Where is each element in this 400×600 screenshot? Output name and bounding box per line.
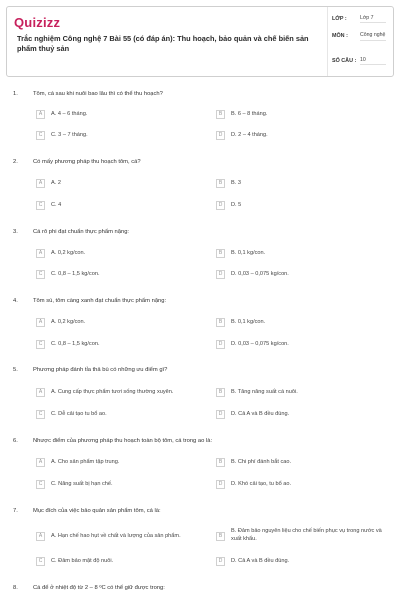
option-d[interactable] (216, 410, 386, 420)
option-letter-box: C (36, 340, 45, 349)
question-number: 3. (13, 229, 18, 235)
option-text: B. 6 – 8 tháng. (231, 111, 268, 117)
option-letter-box: C (36, 480, 45, 489)
option-text: B. Tăng năng suất cá nuôi. (231, 389, 298, 395)
option-letter-box: B (216, 388, 225, 397)
option-letter-box: B (216, 318, 225, 327)
question-text: Cá rô phi đạt chuẩn thực phẩm nặng: (33, 229, 130, 235)
meta-class-label: LỚP : (332, 16, 347, 22)
option-text: A. Cho sản phẩm tập trung. (51, 459, 120, 465)
option-text: B. 0,1 kg/con. (231, 319, 266, 325)
option-text: D. 5 (231, 202, 242, 208)
option-text: C. Năng suất bị hạn chế. (51, 481, 113, 487)
option-b[interactable] (216, 179, 386, 189)
option-text: A. 0,2 kg/con. (51, 319, 86, 325)
question-text: Cá để ở nhiệt độ từ 2 – 8 ºC có thể giữ được trong: (33, 585, 165, 591)
option-text: C. 0,8 – 1,5 kg/con. (51, 341, 100, 347)
option-letter-box: D (216, 557, 225, 566)
option-letter-box: B (216, 532, 225, 541)
option-text: B. Đảm bảo nguyên liệu cho chế biến phục vụ trong nước và xuất khẩu. (231, 528, 382, 542)
option-letter-box: C (36, 410, 45, 419)
question-text: Phương pháp đánh tỉa thả bù có những ưu điểm gì? (33, 367, 168, 373)
option-letter-box: D (216, 270, 225, 279)
meta-count-label: SỐ CÂU : (332, 58, 357, 64)
question-text: Tôm sú, tôm càng xanh đạt chuẩn thực phẩm nặng: (33, 298, 167, 304)
question-number: 7. (13, 508, 18, 514)
option-b[interactable] (216, 528, 391, 542)
option-text: B. 3 (231, 180, 241, 186)
meta-subject-label: MÔN : (332, 33, 348, 39)
option-c[interactable] (36, 131, 206, 141)
option-d[interactable] (216, 131, 386, 141)
option-letter-box: A (36, 532, 45, 541)
option-b[interactable] (216, 249, 386, 259)
option-d[interactable] (216, 340, 386, 350)
option-a[interactable] (36, 318, 206, 328)
quizizz-logo: Quizizz (14, 15, 61, 30)
meta-subject-value: Công nghệ (360, 32, 386, 41)
option-c[interactable] (36, 340, 206, 350)
option-letter-box: B (216, 179, 225, 188)
question-text: Nhược điểm của phương pháp thu hoạch toàn bộ tôm, cá trong ao là: (33, 438, 213, 444)
option-text: D. 0,03 – 0,075 kg/con. (231, 271, 289, 277)
question-number: 8. (13, 585, 18, 591)
option-b[interactable] (216, 110, 386, 120)
option-c[interactable] (36, 480, 206, 490)
option-text: B. 0,1 kg/con. (231, 250, 266, 256)
option-d[interactable] (216, 480, 386, 490)
option-text: A. Cung cấp thực phẩm tươi sống thường xuyên. (51, 389, 174, 395)
option-a[interactable] (36, 179, 206, 189)
option-letter-box: C (36, 557, 45, 566)
option-letter-box: A (36, 249, 45, 258)
meta-class-value: Lớp 7 (360, 15, 386, 23)
document-title: Trắc nghiệm Công nghệ 7 Bài 55 (có đáp án): Thu hoạch, bảo quản và chế biến sản phẩm thuỷ sản (17, 34, 309, 53)
option-c[interactable] (36, 557, 206, 567)
question-number: 2. (13, 159, 18, 165)
option-letter-box: D (216, 480, 225, 489)
option-letter-box: A (36, 318, 45, 327)
option-letter-box: D (216, 131, 225, 140)
option-letter-box: D (216, 201, 225, 210)
option-letter-box: D (216, 410, 225, 419)
option-text: A. 4 – 6 tháng. (51, 111, 88, 117)
option-text: C. 0,8 – 1,5 kg/con. (51, 271, 100, 277)
option-text: D. 2 – 4 tháng. (231, 132, 268, 138)
option-letter-box: B (216, 110, 225, 119)
option-text: A. 0,2 kg/con. (51, 250, 86, 256)
option-letter-box: B (216, 249, 225, 258)
option-a[interactable] (36, 532, 216, 542)
option-letter-box: C (36, 201, 45, 210)
option-text: D. Khó cải tạo, tu bổ ao. (231, 481, 292, 487)
question-text: Có mấy phương pháp thu hoạch tôm, cá? (33, 159, 141, 165)
option-b[interactable] (216, 458, 386, 468)
option-letter-box: B (216, 458, 225, 467)
option-d[interactable] (216, 201, 386, 211)
question-text: Tôm, cá sau khi nuôi bao lâu thì có thể thu hoạch? (33, 91, 163, 97)
option-a[interactable] (36, 249, 206, 259)
option-c[interactable] (36, 410, 206, 420)
option-d[interactable] (216, 270, 386, 280)
option-text: D. 0,03 – 0,075 kg/con. (231, 341, 289, 347)
option-text: D. Cả A và B đều đúng. (231, 558, 290, 564)
question-number: 5. (13, 367, 18, 373)
option-d[interactable] (216, 557, 386, 567)
option-letter-box: A (36, 179, 45, 188)
option-c[interactable] (36, 201, 206, 211)
option-letter-box: C (36, 270, 45, 279)
option-letter-box: A (36, 458, 45, 467)
option-text: D. Cả A và B đều đúng. (231, 411, 290, 417)
option-b[interactable] (216, 388, 386, 398)
option-letter-box: D (216, 340, 225, 349)
option-a[interactable] (36, 458, 206, 468)
option-b[interactable] (216, 318, 386, 328)
option-text: C. 4 (51, 202, 62, 208)
option-c[interactable] (36, 270, 206, 280)
question-number: 1. (13, 91, 18, 97)
option-text: C. Dễ cải tạo tu bổ ao. (51, 411, 107, 417)
option-text: A. 2 (51, 180, 61, 186)
option-letter-box: A (36, 388, 45, 397)
option-a[interactable] (36, 110, 206, 120)
meta-count-value: 10 (360, 57, 386, 65)
question-number: 6. (13, 438, 18, 444)
option-letter-box: A (36, 110, 45, 119)
option-letter-box: C (36, 131, 45, 140)
question-number: 4. (13, 298, 18, 304)
option-text: B. Chi phí đánh bắt cao. (231, 459, 292, 465)
option-text: A. Hạn chế hao hụt về chất và lượng của sản phẩm. (51, 533, 181, 539)
option-text: C. 3 – 7 tháng. (51, 132, 88, 138)
option-text: C. Đảm bảo mật độ nuôi. (51, 558, 114, 564)
question-text: Mục đích của việc bảo quản sản phẩm tôm, cá là: (33, 508, 161, 514)
option-a[interactable] (36, 388, 211, 398)
